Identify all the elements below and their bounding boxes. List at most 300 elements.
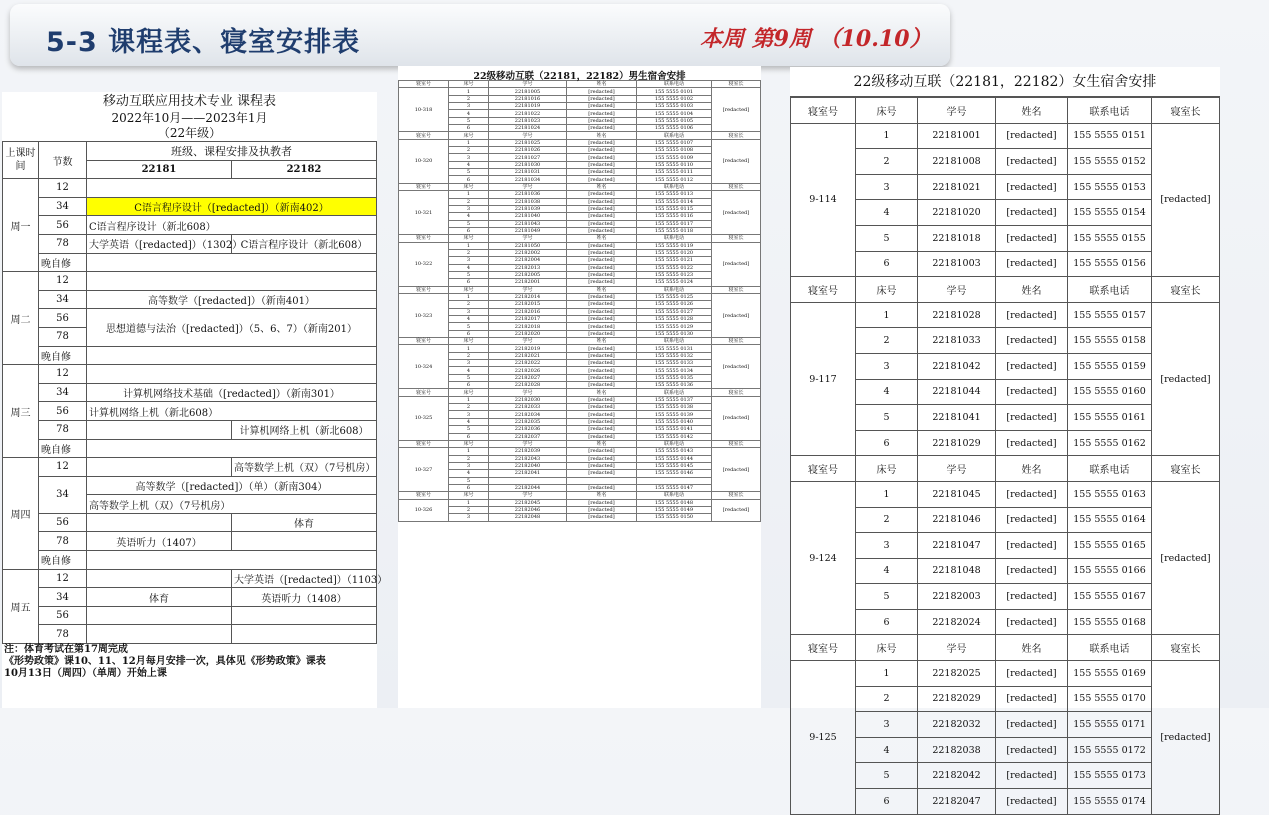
room-number-cell: 10-321 [399, 191, 449, 235]
dorm-bed-row [791, 661, 1220, 687]
male-dorm-title: 22级移动互联（22181，22182）男生宿舍安排 [473, 71, 686, 82]
course-cell [232, 532, 377, 551]
student-name-cell: [redacted] [996, 481, 1068, 507]
course-cell: C语言程序设计（新北608） [87, 216, 377, 235]
student-id-cell: 22181049 [489, 227, 567, 234]
period-cell: 晚自修 [39, 253, 87, 272]
bed-cell: 5 [856, 405, 918, 431]
room-number-cell: 10-323 [399, 293, 449, 337]
bed-cell: 4 [856, 737, 918, 763]
bed-cell: 2 [449, 301, 489, 308]
dorm-bed-row [399, 477, 761, 484]
phone-cell: 155 5555 0117 [637, 220, 712, 227]
room-leader-cell: [redacted] [712, 191, 761, 235]
student-id-cell: 22182002 [489, 249, 567, 256]
student-name-cell: [redacted] [996, 712, 1068, 738]
dorm-header-cell: 姓名 [567, 183, 637, 190]
dorm-header-cell: 寝室号 [399, 389, 449, 396]
dorm-header-cell: 联系电话 [637, 235, 712, 242]
student-id-cell: 22182045 [489, 499, 567, 506]
bed-cell: 2 [449, 147, 489, 154]
student-id-cell: 22181025 [489, 139, 567, 146]
phone-cell: 155 5555 0134 [637, 367, 712, 374]
student-id-cell: 22182043 [489, 455, 567, 462]
student-id-cell: 22182013 [489, 264, 567, 271]
dorm-header-cell: 联系电话 [637, 286, 712, 293]
header-class: 班级、课程安排及执教者 [87, 142, 377, 161]
phone-cell: 155 5555 0143 [637, 448, 712, 455]
dorm-header-cell: 床号 [856, 456, 918, 482]
room-leader-cell: [redacted] [712, 88, 761, 132]
phone-cell: 155 5555 0149 [637, 506, 712, 513]
bed-cell: 4 [856, 558, 918, 584]
dorm-header-cell: 床号 [449, 235, 489, 242]
student-name-cell [567, 477, 637, 484]
student-id-cell: 22182025 [918, 661, 996, 687]
bed-cell: 5 [449, 220, 489, 227]
student-name-cell: [redacted] [567, 125, 637, 132]
student-id-cell: 22182018 [489, 323, 567, 330]
bed-cell: 4 [449, 110, 489, 117]
student-id-cell [489, 477, 567, 484]
room-leader-cell: [redacted] [712, 139, 761, 183]
room-leader-cell: [redacted] [712, 242, 761, 286]
student-name-cell: [redacted] [567, 161, 637, 168]
student-name-cell: [redacted] [996, 302, 1068, 328]
dorm-bed-row [399, 257, 761, 264]
student-id-cell: 22181047 [918, 533, 996, 559]
phone-cell: 155 5555 0104 [637, 110, 712, 117]
student-name-cell: [redacted] [567, 147, 637, 154]
student-name-cell: [redacted] [567, 257, 637, 264]
bed-cell: 6 [449, 382, 489, 389]
student-id-cell: 22182040 [489, 462, 567, 469]
student-name-cell: [redacted] [567, 242, 637, 249]
student-id-cell: 22182039 [489, 448, 567, 455]
student-name-cell: [redacted] [567, 176, 637, 183]
student-id-cell: 22181021 [918, 174, 996, 200]
dorm-header-cell: 寝室号 [791, 635, 856, 661]
phone-cell: 155 5555 0137 [637, 396, 712, 403]
student-name-cell: [redacted] [567, 330, 637, 337]
student-id-cell: 22181022 [489, 110, 567, 117]
period-cell: 12 [39, 179, 87, 198]
student-name-cell: [redacted] [996, 379, 1068, 405]
room-leader-cell: [redacted] [1152, 302, 1220, 456]
title-banner [10, 4, 950, 66]
page-title: 5-3 课程表、寝室安排表 [46, 27, 361, 58]
bed-cell: 2 [856, 686, 918, 712]
phone-cell: 155 5555 0158 [1068, 328, 1152, 354]
bed-cell: 6 [449, 330, 489, 337]
phone-cell: 155 5555 0160 [1068, 379, 1152, 405]
student-id-cell: 22181041 [918, 405, 996, 431]
dorm-header-cell: 联系电话 [1068, 98, 1152, 124]
student-id-cell: 22182028 [489, 382, 567, 389]
student-id-cell: 22182048 [489, 514, 567, 521]
phone-cell: 155 5555 0133 [637, 360, 712, 367]
student-id-cell: 22182041 [489, 470, 567, 477]
phone-cell: 155 5555 0110 [637, 161, 712, 168]
phone-cell: 155 5555 0151 [1068, 123, 1152, 149]
student-name-cell: [redacted] [567, 411, 637, 418]
course-cell [87, 439, 377, 458]
dorm-bed-row [399, 161, 761, 168]
student-name-cell: [redacted] [996, 200, 1068, 226]
bed-cell: 5 [449, 117, 489, 124]
phone-cell: 155 5555 0172 [1068, 737, 1152, 763]
phone-cell: 155 5555 0120 [637, 249, 712, 256]
header-time: 上课时间 [3, 142, 39, 179]
student-name-cell: [redacted] [567, 103, 637, 110]
phone-cell: 155 5555 0119 [637, 242, 712, 249]
dorm-header-cell: 寝室号 [399, 183, 449, 190]
course-cell [87, 179, 377, 198]
period-cell: 12 [39, 458, 87, 477]
course-cell [87, 346, 377, 365]
dorm-bed-row [399, 308, 761, 315]
dorm-header-cell: 寝室长 [712, 286, 761, 293]
bed-cell: 3 [449, 360, 489, 367]
student-id-cell: 22181048 [918, 558, 996, 584]
dorm-header-row [791, 277, 1220, 303]
dorm-bed-row [399, 191, 761, 198]
student-name-cell: [redacted] [567, 191, 637, 198]
course-cell [87, 606, 232, 625]
dorm-header-cell: 寝室号 [399, 492, 449, 499]
bed-cell: 1 [856, 661, 918, 687]
dorm-bed-row [399, 154, 761, 161]
dorm-header-cell: 姓名 [567, 440, 637, 447]
bed-cell: 1 [449, 88, 489, 95]
course-cell: 计算机网络技术基础（[redacted]）（新南301） [87, 383, 377, 402]
dorm-header-cell: 学号 [489, 389, 567, 396]
course-cell: 计算机网络上机（新北608） [87, 402, 377, 421]
bed-cell: 4 [449, 418, 489, 425]
bed-cell: 6 [449, 176, 489, 183]
dorm-bed-row [399, 462, 761, 469]
phone-cell [637, 477, 712, 484]
bed-cell: 5 [856, 584, 918, 610]
course-cell: 大学英语（[redacted]）（1103） [232, 569, 377, 588]
dorm-header-cell: 寝室长 [1152, 635, 1220, 661]
student-id-cell: 22181040 [489, 213, 567, 220]
bed-cell: 5 [449, 169, 489, 176]
student-id-cell: 22181024 [489, 125, 567, 132]
dorm-bed-row [399, 139, 761, 146]
dorm-header-cell: 联系电话 [637, 389, 712, 396]
bed-cell: 5 [449, 374, 489, 381]
phone-cell: 155 5555 0155 [1068, 225, 1152, 251]
student-name-cell: [redacted] [567, 227, 637, 234]
course-cell [87, 420, 232, 439]
dorm-header-cell: 床号 [449, 286, 489, 293]
phone-cell: 155 5555 0148 [637, 499, 712, 506]
phone-cell: 155 5555 0154 [1068, 200, 1152, 226]
dorm-header-cell: 寝室长 [712, 183, 761, 190]
student-name-cell: [redacted] [567, 396, 637, 403]
bed-cell: 6 [856, 251, 918, 277]
bed-cell: 3 [449, 257, 489, 264]
phone-cell: 155 5555 0128 [637, 316, 712, 323]
dorm-header-cell: 学号 [489, 338, 567, 345]
bed-cell: 1 [856, 123, 918, 149]
phone-cell: 155 5555 0101 [637, 88, 712, 95]
dorm-bed-row [399, 396, 761, 403]
course-cell [87, 625, 232, 644]
phone-cell: 155 5555 0170 [1068, 686, 1152, 712]
phone-cell: 155 5555 0153 [1068, 174, 1152, 200]
student-name-cell: [redacted] [567, 139, 637, 146]
dorm-bed-row [399, 345, 761, 352]
student-id-cell: 22182015 [489, 301, 567, 308]
student-name-cell: [redacted] [567, 404, 637, 411]
phone-cell: 155 5555 0139 [637, 411, 712, 418]
student-id-cell: 22182034 [489, 411, 567, 418]
dorm-header-row [399, 440, 761, 447]
student-id-cell: 22181020 [918, 200, 996, 226]
dorm-bed-row [399, 220, 761, 227]
period-cell: 34 [39, 476, 87, 513]
schedule-notes [2, 644, 377, 680]
dorm-header-row [399, 389, 761, 396]
course-cell: 高等数学（[redacted]）（单）（新南304） [87, 476, 377, 495]
dorm-header-cell: 寝室长 [1152, 456, 1220, 482]
phone-cell: 155 5555 0171 [1068, 712, 1152, 738]
dorm-header-cell: 联系电话 [637, 132, 712, 139]
dorm-bed-row [399, 455, 761, 462]
course-cell: 计算机网络上机（新北608） [232, 420, 377, 439]
dorm-header-cell: 姓名 [996, 98, 1068, 124]
phone-cell: 155 5555 0129 [637, 323, 712, 330]
dorm-bed-row [399, 448, 761, 455]
student-name-cell: [redacted] [996, 149, 1068, 175]
student-id-cell: 22181038 [489, 198, 567, 205]
student-id-cell: 22181005 [489, 88, 567, 95]
student-name-cell: [redacted] [567, 352, 637, 359]
bed-cell: 3 [856, 174, 918, 200]
phone-cell: 155 5555 0142 [637, 433, 712, 440]
phone-cell: 155 5555 0114 [637, 198, 712, 205]
bed-cell: 5 [449, 271, 489, 278]
student-name-cell: [redacted] [567, 264, 637, 271]
room-leader-cell: [redacted] [1152, 123, 1220, 277]
student-id-cell: 22181016 [489, 95, 567, 102]
student-id-cell: 22182036 [489, 426, 567, 433]
bed-cell: 1 [449, 139, 489, 146]
bed-cell: 1 [856, 302, 918, 328]
period-cell: 78 [39, 532, 87, 551]
dorm-bed-row [399, 125, 761, 132]
bed-cell: 2 [449, 506, 489, 513]
period-cell: 12 [39, 569, 87, 588]
student-id-cell: 22181019 [489, 103, 567, 110]
bed-cell: 3 [449, 308, 489, 315]
course-cell: 英语听力（1407） [87, 532, 232, 551]
student-id-cell: 22181045 [918, 481, 996, 507]
student-name-cell: [redacted] [996, 123, 1068, 149]
room-number-cell: 10-325 [399, 396, 449, 440]
dorm-header-cell: 床号 [449, 389, 489, 396]
dorm-bed-row [399, 411, 761, 418]
phone-cell: 155 5555 0156 [1068, 251, 1152, 277]
phone-cell: 155 5555 0140 [637, 418, 712, 425]
course-cell-highlighted: C语言程序设计（[redacted]）（新南402） [87, 197, 377, 216]
student-name-cell: [redacted] [996, 174, 1068, 200]
bed-cell: 6 [449, 433, 489, 440]
phone-cell: 155 5555 0109 [637, 154, 712, 161]
course-cell: 英语听力（1408） [232, 588, 377, 607]
dorm-header-cell: 寝室长 [712, 389, 761, 396]
dorm-header-cell: 寝室长 [1152, 98, 1220, 124]
phone-cell: 155 5555 0169 [1068, 661, 1152, 687]
bed-cell: 1 [449, 499, 489, 506]
bed-cell: 4 [449, 316, 489, 323]
schedule-title: 移动互联应用技术专业 课程表 [102, 94, 277, 109]
period-cell: 56 [39, 216, 87, 235]
phone-cell: 155 5555 0106 [637, 125, 712, 132]
dorm-header-cell: 姓名 [996, 277, 1068, 303]
bed-cell: 6 [449, 227, 489, 234]
dorm-bed-row [399, 110, 761, 117]
phone-cell: 155 5555 0122 [637, 264, 712, 271]
room-number-cell: 9-114 [791, 123, 856, 277]
student-id-cell: 22182029 [918, 686, 996, 712]
student-id-cell: 22181050 [489, 242, 567, 249]
dorm-header-cell: 床号 [449, 132, 489, 139]
female-dorm-document [790, 67, 1220, 807]
period-cell: 晚自修 [39, 346, 87, 365]
phone-cell: 155 5555 0108 [637, 147, 712, 154]
dorm-bed-row [399, 506, 761, 513]
dorm-bed-row [399, 484, 761, 491]
bed-cell: 3 [449, 462, 489, 469]
student-id-cell: 22182017 [489, 316, 567, 323]
student-id-cell: 22182035 [489, 418, 567, 425]
phone-cell: 155 5555 0147 [637, 484, 712, 491]
period-cell: 晚自修 [39, 439, 87, 458]
phone-cell: 155 5555 0127 [637, 308, 712, 315]
dorm-bed-row [399, 426, 761, 433]
dorm-header-cell: 寝室长 [712, 440, 761, 447]
phone-cell: 155 5555 0162 [1068, 430, 1152, 456]
student-name-cell: [redacted] [567, 220, 637, 227]
period-cell: 78 [39, 420, 87, 439]
phone-cell: 155 5555 0144 [637, 455, 712, 462]
dorm-bed-row [791, 481, 1220, 507]
dorm-header-cell: 联系电话 [637, 81, 712, 88]
dorm-header-cell: 寝室号 [791, 456, 856, 482]
dorm-bed-row [399, 95, 761, 102]
room-number-cell: 9-124 [791, 481, 856, 635]
phone-cell: 155 5555 0116 [637, 213, 712, 220]
dorm-header-cell: 寝室号 [791, 98, 856, 124]
dorm-header-cell: 床号 [449, 81, 489, 88]
dorm-header-cell: 联系电话 [1068, 456, 1152, 482]
dorm-bed-row [791, 123, 1220, 149]
room-number-cell: 10-318 [399, 88, 449, 132]
student-id-cell: 22182019 [489, 345, 567, 352]
phone-cell: 155 5555 0146 [637, 470, 712, 477]
student-name-cell: [redacted] [996, 405, 1068, 431]
student-id-cell: 22182024 [918, 609, 996, 635]
course-cell: 体育 [232, 513, 377, 532]
dorm-bed-row [399, 293, 761, 300]
dorm-bed-row [399, 103, 761, 110]
student-name-cell: [redacted] [567, 345, 637, 352]
student-name-cell: [redacted] [567, 308, 637, 315]
bed-cell: 5 [449, 426, 489, 433]
dorm-bed-row [399, 249, 761, 256]
course-cell [87, 253, 377, 272]
schedule-table [2, 141, 388, 644]
student-id-cell: 22181008 [918, 149, 996, 175]
dorm-header-row [399, 132, 761, 139]
student-name-cell: [redacted] [996, 225, 1068, 251]
phone-cell: 155 5555 0164 [1068, 507, 1152, 533]
dorm-header-cell: 姓名 [567, 132, 637, 139]
bed-cell: 3 [449, 514, 489, 521]
period-cell: 56 [39, 606, 87, 625]
student-name-cell: [redacted] [567, 455, 637, 462]
dorm-bed-row [399, 330, 761, 337]
student-name-cell: [redacted] [996, 584, 1068, 610]
dorm-header-cell: 学号 [489, 183, 567, 190]
student-id-cell: 22181026 [489, 147, 567, 154]
student-name-cell: [redacted] [996, 686, 1068, 712]
student-id-cell: 22182042 [918, 763, 996, 789]
male-dorm-table [398, 80, 761, 522]
student-name-cell: [redacted] [567, 514, 637, 521]
student-name-cell: [redacted] [567, 470, 637, 477]
student-name-cell: [redacted] [567, 88, 637, 95]
room-number-cell: 10-324 [399, 345, 449, 389]
student-name-cell: [redacted] [567, 418, 637, 425]
dorm-header-cell: 学号 [918, 98, 996, 124]
course-cell [232, 606, 377, 625]
student-name-cell: [redacted] [567, 301, 637, 308]
dorm-bed-row [399, 514, 761, 521]
student-id-cell: 22182044 [489, 484, 567, 491]
student-id-cell: 22182038 [918, 737, 996, 763]
phone-cell: 155 5555 0102 [637, 95, 712, 102]
bed-cell: 1 [449, 345, 489, 352]
dorm-header-cell: 学号 [489, 235, 567, 242]
student-id-cell: 22182037 [489, 433, 567, 440]
dorm-bed-row [399, 279, 761, 286]
dorm-header-cell: 联系电话 [637, 440, 712, 447]
dorm-bed-row [399, 117, 761, 124]
student-id-cell: 22182004 [489, 257, 567, 264]
bed-cell: 2 [449, 95, 489, 102]
dorm-bed-row [399, 360, 761, 367]
dorm-header-cell: 床号 [449, 338, 489, 345]
bed-cell: 2 [856, 149, 918, 175]
course-cell: 高等数学上机（双）（7号机房） [232, 458, 377, 477]
student-name-cell: [redacted] [567, 499, 637, 506]
student-name-cell: [redacted] [567, 360, 637, 367]
dorm-bed-row [399, 242, 761, 249]
female-dorm-title: 22级移动互联（22181，22182）女生宿舍安排 [790, 67, 1220, 97]
course-cell [87, 458, 232, 477]
dorm-header-cell: 姓名 [567, 338, 637, 345]
student-name-cell: [redacted] [567, 323, 637, 330]
day-cell: 周三 [3, 365, 39, 458]
student-name-cell: [redacted] [567, 213, 637, 220]
bed-cell: 5 [856, 225, 918, 251]
dorm-header-cell: 学号 [489, 132, 567, 139]
dorm-header-row [399, 183, 761, 190]
